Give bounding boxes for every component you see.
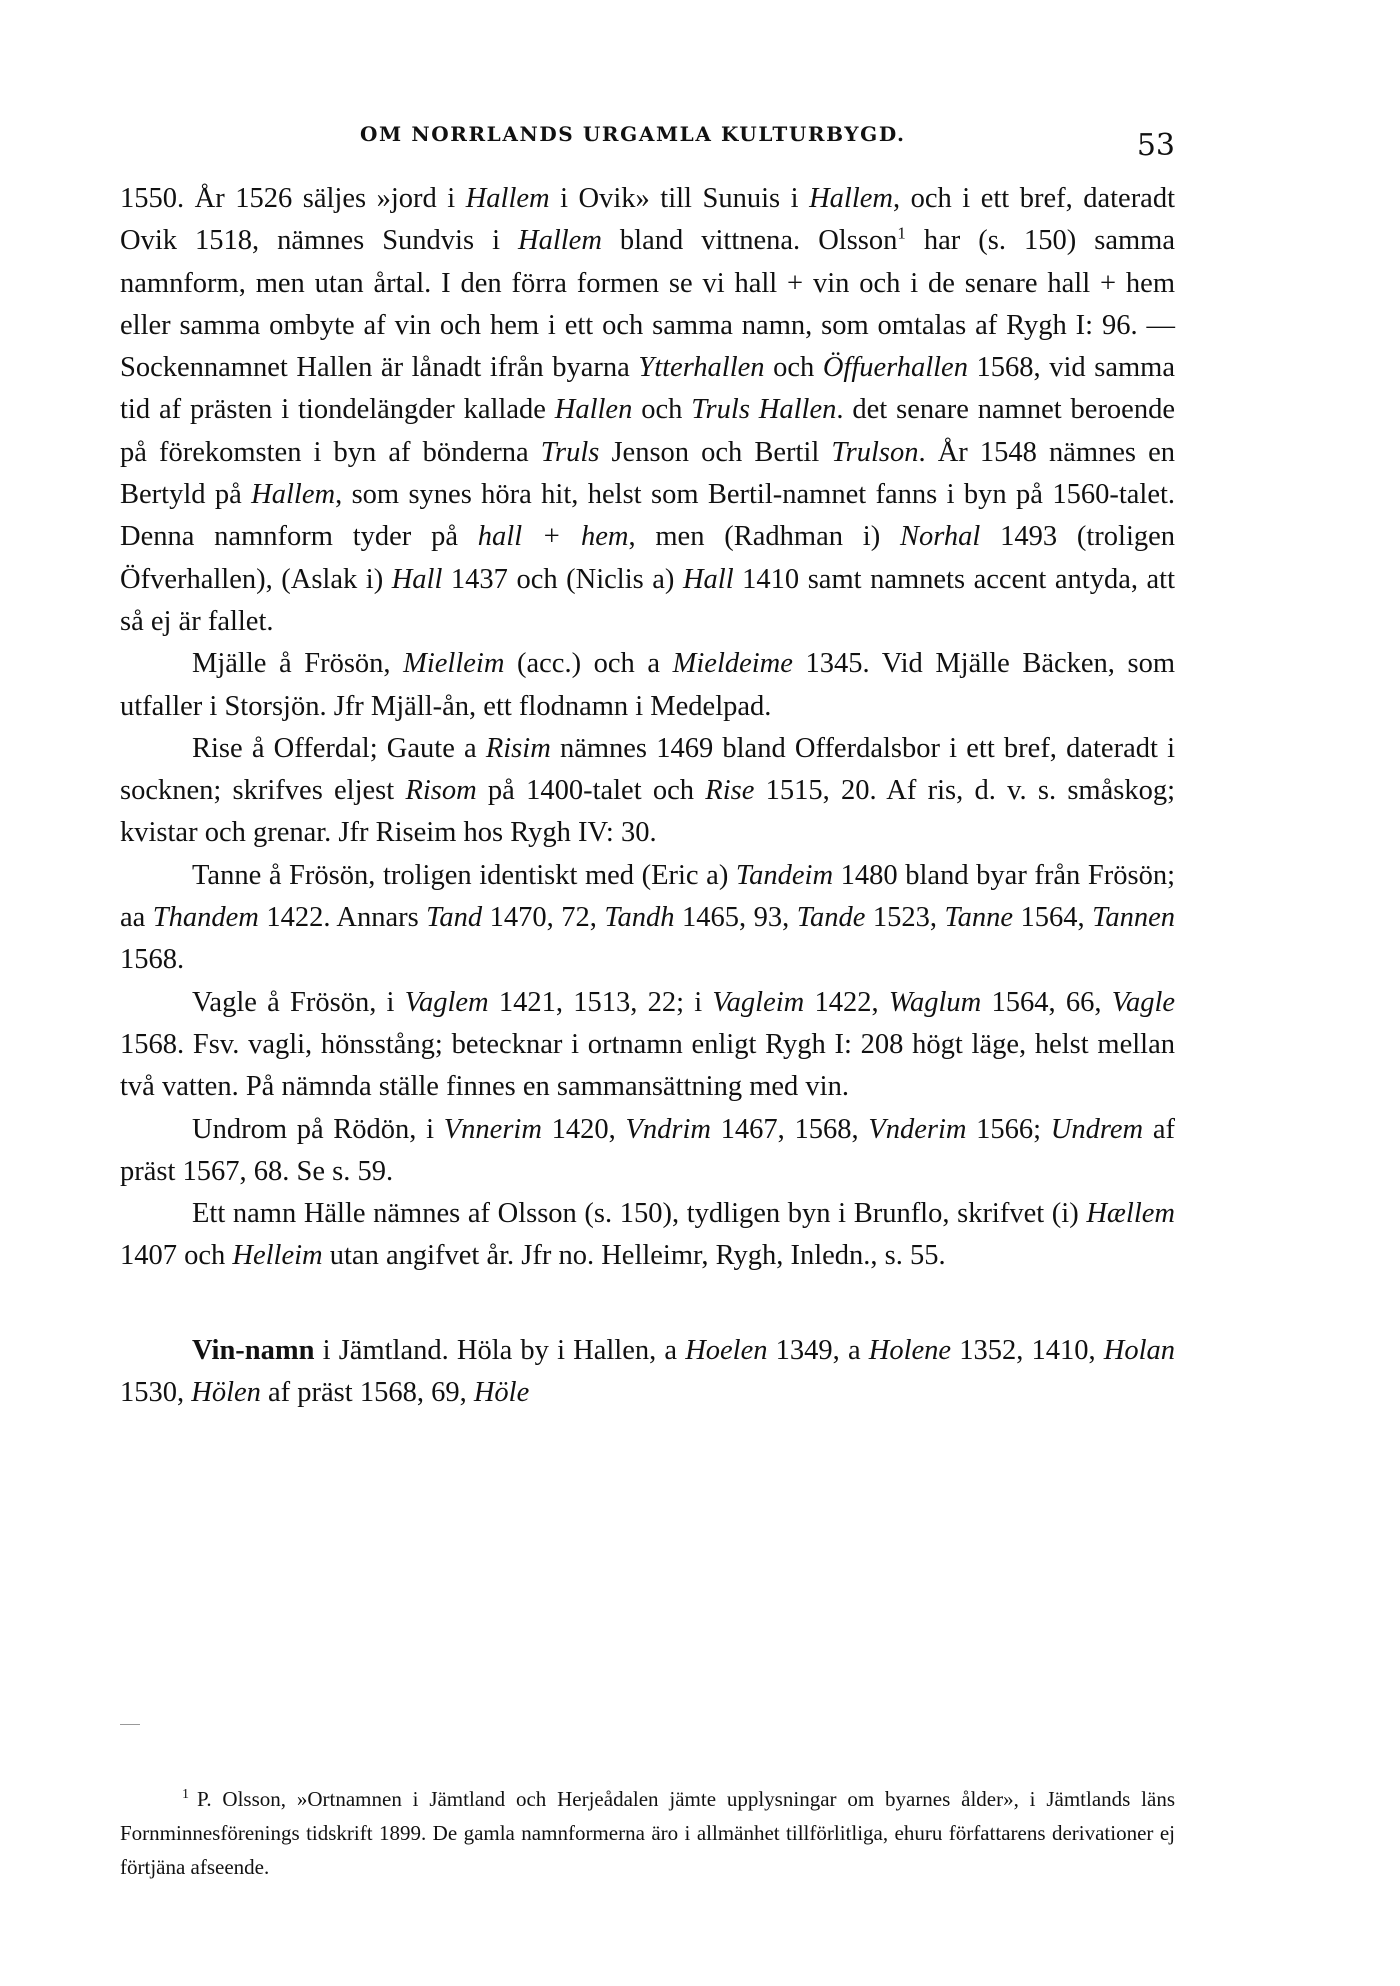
place-name: Truls — [540, 436, 600, 468]
text-span: nämnes 1469 bland Offerdalsbor i ett bref, dateradt i socknen; skrifves eljest — [120, 732, 1175, 807]
text-span: Jenson och Bertil — [599, 436, 832, 468]
place-name: Mielleim — [403, 648, 505, 680]
text-span: 1523, — [865, 902, 945, 934]
page-header — [120, 122, 1175, 162]
paragraph-hallen — [120, 178, 1175, 643]
text-span: 1530, — [120, 1377, 192, 1409]
place-name: Risim — [485, 732, 551, 764]
text-span: 1349, a — [767, 1334, 869, 1366]
body-text — [120, 178, 1175, 1414]
text-span: och — [632, 394, 692, 426]
footnote-reference: 1 — [897, 223, 906, 243]
place-name: Hölen — [191, 1377, 261, 1409]
text-span: . det senare namnet beroende på förekomsten i byn af bönderna — [120, 394, 1175, 468]
footnote-mark: 1 — [182, 1787, 189, 1802]
place-name: Tand — [426, 902, 483, 934]
text-span: 1422. Annars — [258, 902, 427, 934]
text-span: , och i ett bref, dateradt Ovik 1518, nämnes Sundvis i — [120, 183, 1176, 257]
place-name: Tanne — [944, 902, 1014, 934]
paragraph-vin-namn — [120, 1330, 1175, 1415]
text-span: Tanne å Frösön, troligen identiskt med (Eric a) — [192, 859, 736, 891]
running-title: OM NORRLANDS URGAMLA KULTURBYGD. — [360, 122, 906, 146]
place-name: Vaglem — [404, 986, 489, 1018]
place-name: Hallem — [518, 225, 602, 257]
place-name: Ytterhallen — [638, 352, 765, 384]
text-span: 1467, 1568, — [710, 1113, 869, 1145]
place-name: Risom — [405, 775, 477, 807]
text-span: 1407 och — [120, 1240, 233, 1272]
paragraph-rise — [120, 728, 1175, 855]
place-name: Rise — [705, 775, 755, 807]
paragraph-vagle — [120, 982, 1175, 1109]
footnote-divider — [120, 1724, 140, 1725]
text-span: har (s. 150) samma namnform, men utan årtal. I den förra formen se vi hall + vin och i de senare hall + hem eller samma ombyte af vin och hem i ett och samma namn, som omtalas af Rygh I: 96. — Sockennamnet Hallen är lånadt ifrån byarna — [120, 225, 1175, 384]
footnote — [120, 1782, 1175, 1884]
place-name: Truls Hallen — [691, 394, 837, 426]
text-span: Ett namn Hälle nämnes af Olsson (s. 150), tydligen byn i Brunflo, skrifvet (i) — [192, 1198, 1087, 1230]
place-name: Hællem — [1086, 1198, 1175, 1230]
text-span: 1550. År 1526 säljes »jord i — [120, 183, 466, 214]
text-span: 1465, 93, — [674, 902, 797, 934]
text-span: 1410 samt namnets accent antyda, att så ej är fallet. — [120, 563, 1176, 637]
place-name: Holan — [1103, 1334, 1176, 1366]
paragraph-tanne — [120, 855, 1175, 982]
text-span: 1564, — [1013, 902, 1093, 934]
place-name: Hallem — [251, 479, 336, 511]
text-span: i Jämtland. Höla by i Hallen, a — [314, 1334, 686, 1366]
text-span: och — [764, 352, 823, 384]
text-span: utan angifvet år. Jfr no. Helleimr, Rygh, Inledn., s. 55. — [322, 1240, 946, 1272]
text-span: , men (Radhman i) — [628, 521, 900, 553]
text-span: 1568. — [120, 944, 185, 976]
place-name: Höle — [473, 1377, 530, 1409]
text-span: 1493 (troligen Öfverhallen), (Aslak i) — [120, 521, 1176, 595]
place-name: Hall — [391, 563, 443, 595]
text-span: 1420, — [541, 1113, 626, 1145]
paragraph-undrom — [120, 1109, 1175, 1194]
text-span: . År 1548 nämnes en Bertyld på — [120, 436, 1175, 511]
page-number: 53 — [1136, 128, 1175, 163]
text-span: Mjälle å Frösön, — [192, 648, 404, 680]
place-name: Thandem — [152, 902, 259, 934]
place-name: Hoelen — [685, 1334, 768, 1366]
footnote-text: P. Olsson, »Ortnamnen i Jämtland och Herjeådalen jämte upplysningar om byarnes ålder», i Jämtlands läns Fornminnesförenings tidskrift 1899. De gamla namnformerna äro i allmänhet tillförlitliga, ehuru författarens derivationer ej förtjäna afseende. — [120, 1787, 1175, 1879]
text-span: 1421, 1513, 22; i — [488, 986, 713, 1018]
place-name: Hallem — [465, 183, 550, 214]
place-name: Norhal — [900, 521, 981, 553]
text-span: Rise å Offerdal; Gaute a — [192, 732, 486, 764]
text-span: 1437 och (Niclis a) — [442, 563, 683, 595]
place-name: Undrem — [1050, 1113, 1144, 1145]
place-name: Waglum — [888, 986, 982, 1018]
text-span: Vagle å Frösön, i — [192, 986, 405, 1018]
place-name: Vnderim — [868, 1113, 967, 1145]
text-span: 1470, 72, — [482, 902, 605, 934]
place-name: Hallem — [809, 183, 893, 214]
place-name: hall + hem — [477, 521, 629, 553]
place-name: Hall — [682, 563, 734, 595]
section-heading: Vin-namn — [192, 1334, 315, 1366]
place-name: Vndrim — [625, 1113, 711, 1145]
text-span: 1422, — [804, 986, 889, 1018]
place-name: Mieldeime — [672, 648, 793, 680]
paragraph-mjalle — [120, 643, 1175, 728]
text-span: 1515, 20. Af ris, d. v. s. småskog; kvistar och grenar. Jfr Riseim hos Rygh IV: 30. — [120, 775, 1175, 849]
text-span: af präst 1568, 69, — [260, 1377, 474, 1409]
place-name: Holene — [868, 1334, 952, 1366]
place-name: Tannen — [1092, 902, 1176, 934]
paragraph-halle — [120, 1193, 1175, 1278]
place-name: Öffuerhallen — [822, 352, 968, 384]
text-span: bland vittnena. Olsson — [601, 225, 898, 257]
text-span: (acc.) och a — [504, 648, 673, 680]
text-span: 1564, 66, — [981, 986, 1112, 1018]
place-name: Helleim — [232, 1240, 323, 1272]
place-name: Vagle — [1111, 986, 1176, 1018]
text-span: 1345. Vid Mjälle Bäcken, som utfaller i Storsjön. Jfr Mjäll-ån, ett flodnamn i Medelpad. — [120, 648, 1176, 722]
text-span: 1352, 1410, — [951, 1334, 1104, 1366]
text-span: 1568, vid samma tid af prästen i tiondelängder kallade — [120, 352, 1175, 426]
place-name: Vagleim — [712, 986, 805, 1018]
text-span: 1480 bland byar från Frösön; aa — [120, 859, 1175, 934]
place-name: Tandeim — [735, 859, 834, 891]
text-span: i Ovik» till Sunuis i — [549, 183, 810, 214]
text-span: på 1400-talet och — [476, 775, 706, 807]
place-name: Hallen — [554, 394, 633, 426]
text-span: Undrom på Rödön, i — [192, 1113, 444, 1145]
place-name: Tandh — [604, 902, 675, 934]
text-span: , som synes höra hit, helst som Bertil-namnet fanns i byn på 1560-talet. Denna namnform tyder på — [120, 479, 1176, 553]
place-name: Tande — [796, 902, 866, 934]
place-name: Trulson — [831, 436, 919, 468]
place-name: Vnnerim — [443, 1113, 542, 1145]
text-span: 1568. Fsv. vagli, hönsstång; betecknar i ortnamn enligt Rygh I: 208 högt läge, helst mellan två vatten. På nämnda ställe finnes en sammansättning med vin. — [120, 1028, 1175, 1103]
text-span: af präst 1567, 68. Se s. 59. — [120, 1113, 1175, 1187]
text-span: 1566; — [966, 1113, 1051, 1145]
